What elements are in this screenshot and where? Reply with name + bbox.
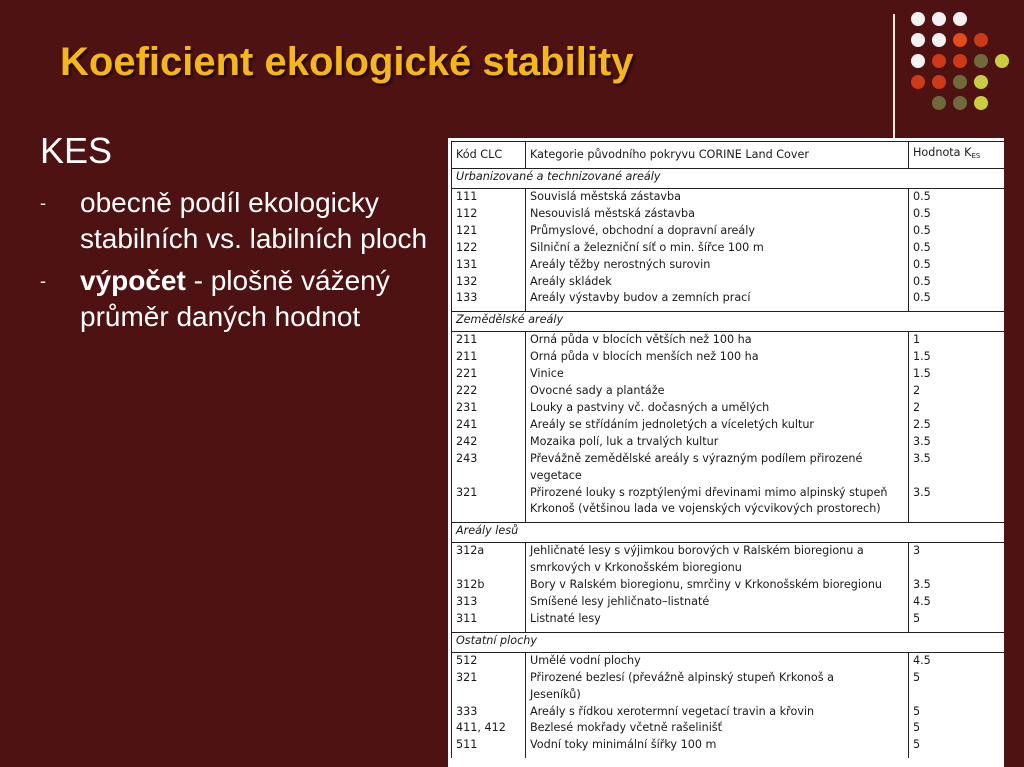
table-row (452, 451, 1005, 468)
value-cell: 4.5 (909, 652, 1005, 669)
category-cell: Mozaika polí, luk a trvalých kultur (526, 434, 909, 451)
section-title: Areály lesů (452, 523, 909, 543)
category-cell: Ovocné sady a plantáže (526, 383, 909, 400)
header-value (909, 142, 1005, 169)
table-row (452, 687, 1005, 704)
bullet-text (80, 263, 440, 335)
section-value (909, 523, 1005, 543)
code-cell (452, 687, 526, 704)
code-cell (452, 501, 526, 518)
decor-dot (911, 33, 925, 47)
category-cell: Bory v Ralském bioregionu, smrčiny v Krkonošském bioregionu (526, 577, 909, 594)
decor-dot (995, 54, 1009, 68)
category-cell: Přirozené bezlesí (převážně alpinský stupeň Krkonoš a (526, 670, 909, 687)
code-cell: 122 (452, 240, 526, 257)
section-title: Urbanizované a technizované areály (452, 169, 909, 189)
decor-dot (974, 33, 988, 47)
table-section-row (452, 169, 1005, 189)
spacer-cell (526, 754, 909, 758)
code-cell: 411, 412 (452, 720, 526, 737)
code-cell: 241 (452, 417, 526, 434)
table-row (452, 737, 1005, 754)
table-row (452, 257, 1005, 274)
code-cell: 511 (452, 737, 526, 754)
code-cell: 211 (452, 332, 526, 349)
value-cell: 5 (909, 737, 1005, 754)
value-cell: 0.5 (909, 257, 1005, 274)
table-section-row (452, 523, 1005, 543)
decor-dot (932, 33, 946, 47)
table-row (452, 704, 1005, 721)
section-value (909, 632, 1005, 652)
value-cell: 0.5 (909, 290, 1005, 307)
value-cell: 2.5 (909, 417, 1005, 434)
code-cell: 242 (452, 434, 526, 451)
category-cell: Areály skládek (526, 274, 909, 291)
table-row (452, 652, 1005, 669)
table-row (452, 485, 1005, 502)
decor-dot (953, 75, 967, 89)
header-category: Kategorie původního pokryvu CORINE Land Cover (526, 142, 909, 169)
code-cell: 131 (452, 257, 526, 274)
value-cell: 3.5 (909, 485, 1005, 502)
value-cell (909, 560, 1005, 577)
table-row (452, 468, 1005, 485)
category-cell: Bezlesé mokřady včetně rašelinišť (526, 720, 909, 737)
category-cell: Areály s řídkou xerotermní vegetací travin a křovin (526, 704, 909, 721)
decor-dot (932, 12, 946, 26)
spacer-cell (909, 754, 1005, 758)
kes-table (451, 141, 1004, 758)
code-cell: 112 (452, 206, 526, 223)
category-cell: Převážně zemědělské areály s výrazným podílem přirozené (526, 451, 909, 468)
category-cell: Nesouvislá městská zástavba (526, 206, 909, 223)
category-cell: Souvislá městská zástavba (526, 189, 909, 206)
category-cell: Areály se střídáním jednoletých a víceletých kultur (526, 417, 909, 434)
bullet-bold-term: výpočet (80, 265, 186, 296)
section-value (909, 169, 1005, 189)
table-row (452, 366, 1005, 383)
table-row (452, 189, 1005, 206)
value-cell: 2 (909, 383, 1005, 400)
decor-dot (974, 54, 988, 68)
table-row (452, 720, 1005, 737)
table-row (452, 274, 1005, 291)
code-cell: 333 (452, 704, 526, 721)
value-cell: 5 (909, 611, 1005, 628)
spacer-cell (452, 754, 526, 758)
value-cell (909, 501, 1005, 518)
category-cell: Silniční a železniční síť o min. šířce 100 m (526, 240, 909, 257)
code-cell: 313 (452, 594, 526, 611)
code-cell: 222 (452, 383, 526, 400)
value-cell: 5 (909, 720, 1005, 737)
decor-dot (911, 12, 925, 26)
code-cell: 312b (452, 577, 526, 594)
table-row (452, 560, 1005, 577)
section-value (909, 312, 1005, 332)
category-cell: Jeseníků) (526, 687, 909, 704)
category-cell: Průmyslové, obchodní a dopravní areály (526, 223, 909, 240)
table-header-row (452, 142, 1005, 169)
table-row (452, 501, 1005, 518)
bullet-dash: - (40, 193, 46, 213)
code-cell: 132 (452, 274, 526, 291)
decor-dot (911, 54, 925, 68)
table-row (452, 594, 1005, 611)
bullet-rest: - plošně vážený průměr daných hodnot (80, 265, 390, 332)
table-row (452, 611, 1005, 628)
table-section-row (452, 312, 1005, 332)
header-value-label: Hodnota K (913, 146, 972, 160)
table-row (452, 417, 1005, 434)
value-cell: 1.5 (909, 349, 1005, 366)
table-row (452, 349, 1005, 366)
table-row (452, 240, 1005, 257)
category-cell: vegetace (526, 468, 909, 485)
section-title: Zemědělské areály (452, 312, 909, 332)
category-cell: Umělé vodní plochy (526, 652, 909, 669)
table-spacer-row (452, 754, 1005, 758)
value-cell: 2 (909, 400, 1005, 417)
decor-dot (953, 12, 967, 26)
category-cell: Jehličnaté lesy s výjimkou borových v Ralském bioregionu a (526, 543, 909, 560)
value-cell: 3 (909, 543, 1005, 560)
category-cell: Přirozené louky s rozptýlenými dřevinami mimo alpinský stupeň (526, 485, 909, 502)
table-row (452, 543, 1005, 560)
value-cell: 3.5 (909, 451, 1005, 468)
value-cell: 0.5 (909, 206, 1005, 223)
decor-dot-grid (911, 12, 1019, 147)
code-cell: 512 (452, 652, 526, 669)
code-cell: 311 (452, 611, 526, 628)
category-cell: smrkových v Krkonošském bioregionu (526, 560, 909, 577)
table-section-row (452, 632, 1005, 652)
category-cell: Areály těžby nerostných surovin (526, 257, 909, 274)
value-cell (909, 687, 1005, 704)
header-value-subscript: ES (971, 152, 981, 161)
code-cell: 133 (452, 290, 526, 307)
value-cell (909, 468, 1005, 485)
slide-heading: KES (40, 130, 113, 171)
value-cell: 4.5 (909, 594, 1005, 611)
table-row (452, 332, 1005, 349)
code-cell: 221 (452, 366, 526, 383)
bullet-dash: - (40, 271, 46, 291)
table-row (452, 670, 1005, 687)
category-cell: Louky a pastviny vč. dočasných a umělých (526, 400, 909, 417)
category-cell: Vodní toky minimální šířky 100 m (526, 737, 909, 754)
code-cell: 231 (452, 400, 526, 417)
decor-dot (932, 75, 946, 89)
value-cell: 5 (909, 704, 1005, 721)
table-row (452, 223, 1005, 240)
category-cell: Listnaté lesy (526, 611, 909, 628)
section-title: Ostatní plochy (452, 632, 909, 652)
header-code: Kód CLC (452, 142, 526, 169)
code-cell (452, 560, 526, 577)
category-cell: Smíšené lesy jehličnato–listnaté (526, 594, 909, 611)
decor-dot (953, 33, 967, 47)
value-cell: 5 (909, 670, 1005, 687)
value-cell: 0.5 (909, 240, 1005, 257)
table-row (452, 577, 1005, 594)
code-cell (452, 468, 526, 485)
decor-dot (974, 96, 988, 110)
category-cell: Orná půda v blocích menších než 100 ha (526, 349, 909, 366)
value-cell: 1.5 (909, 366, 1005, 383)
code-cell: 111 (452, 189, 526, 206)
code-cell: 121 (452, 223, 526, 240)
bullet-text: obecně podíl ekologicky stabilních vs. labilních ploch (80, 187, 428, 254)
table-row (452, 290, 1005, 307)
category-cell: Orná půda v blocích větších než 100 ha (526, 332, 909, 349)
slide-title: Koeficient ekologické stability (60, 40, 634, 84)
code-cell: 321 (452, 670, 526, 687)
decor-dot (932, 96, 946, 110)
decor-dot (953, 54, 967, 68)
value-cell: 1 (909, 332, 1005, 349)
bullet-item (40, 263, 440, 335)
value-cell: 0.5 (909, 223, 1005, 240)
category-cell: Areály výstavby budov a zemních prací (526, 290, 909, 307)
value-cell: 3.5 (909, 577, 1005, 594)
category-cell: Vinice (526, 366, 909, 383)
code-cell: 312a (452, 543, 526, 560)
kes-table-image (448, 138, 1004, 767)
code-cell: 321 (452, 485, 526, 502)
value-cell: 3.5 (909, 434, 1005, 451)
table-row (452, 434, 1005, 451)
decor-dot (953, 96, 967, 110)
decor-dot (911, 75, 925, 89)
category-cell: Krkonoš (většinou lada ve vojenských výcvikových prostorech) (526, 501, 909, 518)
table-row (452, 206, 1005, 223)
table-row (452, 383, 1005, 400)
bullet-list (40, 185, 440, 341)
value-cell: 0.5 (909, 189, 1005, 206)
value-cell: 0.5 (909, 274, 1005, 291)
decor-dot (932, 54, 946, 68)
code-cell: 243 (452, 451, 526, 468)
bullet-item (40, 185, 440, 257)
code-cell: 211 (452, 349, 526, 366)
table-row (452, 400, 1005, 417)
decor-dot (974, 75, 988, 89)
